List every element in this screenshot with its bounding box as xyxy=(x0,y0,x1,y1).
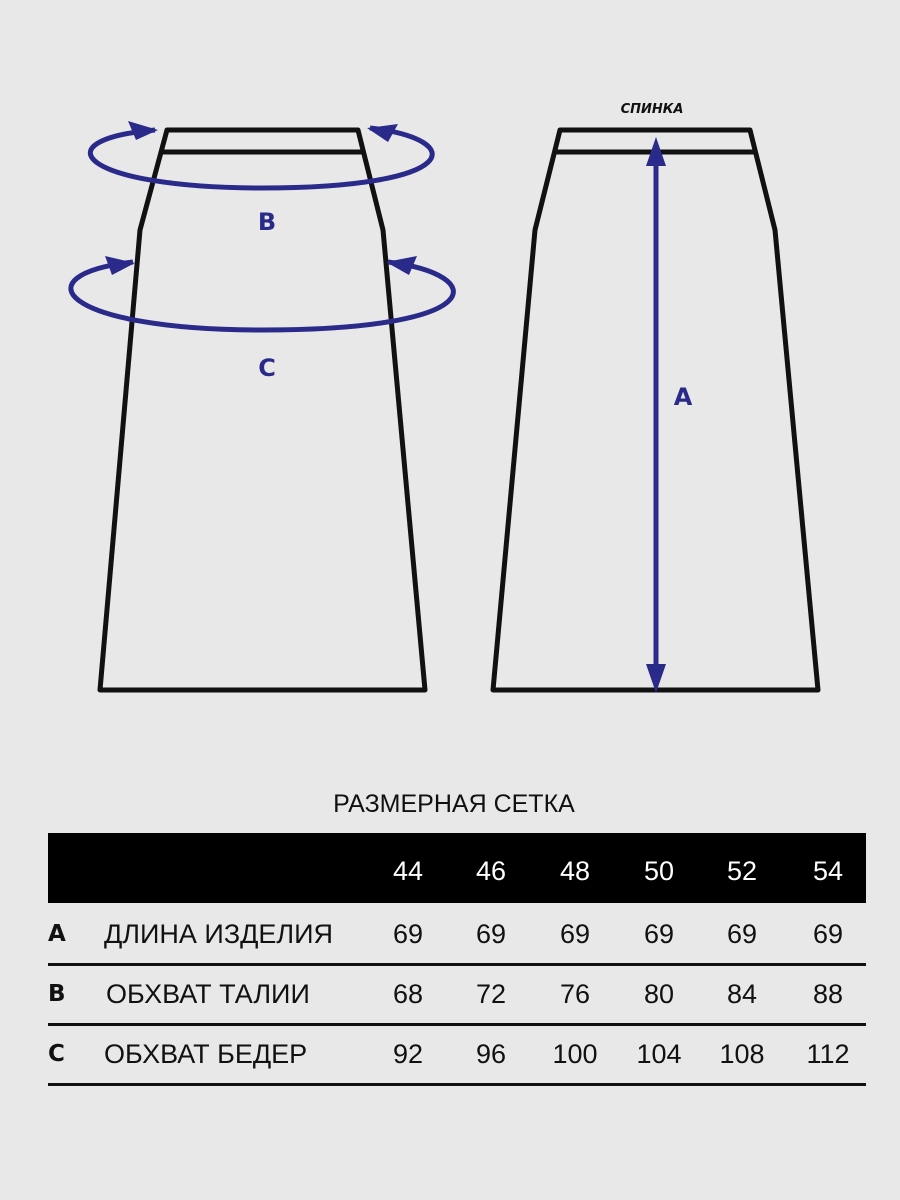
size-header-cell: 46 xyxy=(475,856,507,886)
hip-measure-ring xyxy=(71,262,454,330)
size-header-cell: 44 xyxy=(392,856,424,886)
row-value: 72 xyxy=(475,979,507,1009)
table-row-hips xyxy=(48,1026,866,1082)
row-value: 88 xyxy=(812,979,844,1009)
row-value: 96 xyxy=(475,1039,507,1069)
measure-label-b: B xyxy=(257,208,277,236)
row-value: 104 xyxy=(636,1039,682,1069)
row-value: 108 xyxy=(719,1039,765,1069)
row-value: 76 xyxy=(559,979,591,1009)
row-name: ДЛИНА ИЗДЕЛИЯ xyxy=(104,919,334,949)
waist-arrow-left-icon xyxy=(128,121,158,140)
row-letter: A xyxy=(48,921,66,947)
row-value: 69 xyxy=(559,919,591,949)
row-name: ОБХВАТ ТАЛИИ xyxy=(106,979,310,1009)
row-value: 100 xyxy=(552,1039,598,1069)
row-divider xyxy=(48,1083,866,1086)
table-row-length xyxy=(48,906,866,962)
row-value: 69 xyxy=(475,919,507,949)
row-value: 69 xyxy=(392,919,424,949)
size-header-cell: 52 xyxy=(726,856,758,886)
hip-arrow-left-icon xyxy=(105,256,135,275)
row-value: 92 xyxy=(392,1039,424,1069)
row-value: 69 xyxy=(643,919,675,949)
row-value: 69 xyxy=(812,919,844,949)
row-value: 68 xyxy=(392,979,424,1009)
measure-label-c: C xyxy=(258,354,276,382)
size-header-cell: 48 xyxy=(559,856,591,886)
row-letter: B xyxy=(48,981,66,1007)
hip-arrow-right-icon xyxy=(386,256,417,275)
back-view-label: СПИНКА xyxy=(620,102,684,117)
row-value: 80 xyxy=(643,979,675,1009)
row-value: 69 xyxy=(726,919,758,949)
table-row-waist xyxy=(48,966,866,1022)
size-header-bar xyxy=(48,833,866,903)
size-table-title: РАЗМЕРНАЯ СЕТКА xyxy=(333,790,575,818)
row-value: 112 xyxy=(806,1039,850,1069)
row-value: 84 xyxy=(726,979,758,1009)
size-header-cell: 50 xyxy=(643,856,675,886)
row-name: ОБХВАТ БЕДЕР xyxy=(104,1039,308,1069)
measure-label-a: A xyxy=(673,383,693,411)
row-letter: C xyxy=(48,1041,65,1067)
size-header-cell: 54 xyxy=(812,856,844,886)
